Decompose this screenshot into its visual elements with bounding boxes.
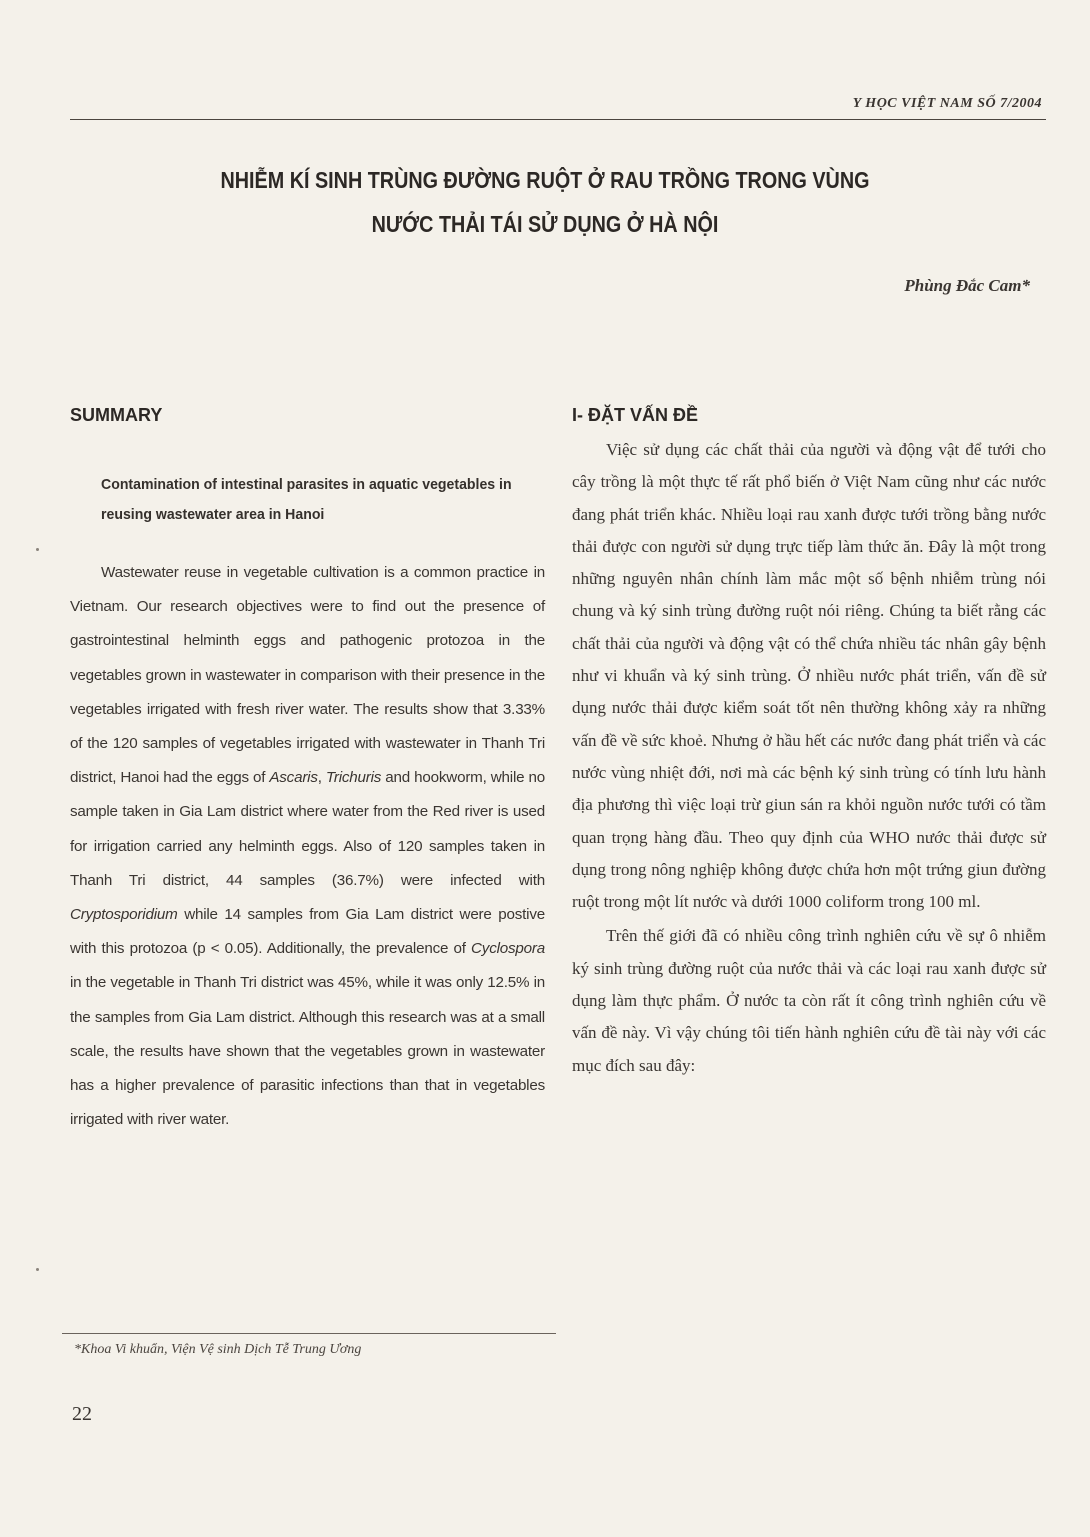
- summary-text-part-2: and hookworm, while no sample taken in Gia Lam district where water from the Red river is used for irrigation carried any helminth eggs. Also of 120 samples taken in Thanh Tri district, 44 samples (36.7%) were infected with: [70, 769, 545, 889]
- scan-speck: [36, 1268, 39, 1271]
- introduction-paragraph-2: Trên thế giới đã có nhiều công trình nghiên cứu về sự ô nhiễm ký sinh trùng đường ruột của nước thải và các loại rau xanh được sử dụng làm thực phẩm. Ở nước ta còn rất ít công trình nghiên cứu về vấn đề này. Vì vậy chúng tôi tiến hành nghiên cứu đề tài này với các mục đích sau đây:: [572, 926, 1046, 1075]
- author-affiliation-footnote: *Khoa Vi khuẩn, Viện Vệ sinh Dịch Tễ Trung Ương: [74, 1342, 362, 1357]
- introduction-column: [572, 405, 1046, 1082]
- summary-separator: ,: [317, 769, 326, 787]
- footnote-rule: [62, 1333, 556, 1334]
- introduction-paragraph-1: Việc sử dụng các chất thải của người và động vật để tưới cho cây trồng là một thực tế rất phổ biến ở Việt Nam cũng như các nước đang phát triển khác. Nhiều loại rau xanh được tưới trồng bằng nước thải được con người sử dụng trực tiếp làm thức ăn. Đây là một trong những nguyên nhân chính làm mắc một số bệnh nhiễm trùng nói chung và ký sinh trùng đường ruột nói riêng. Chúng ta biết rằng các chất thải của người và động vật có thể chứa nhiều tác nhân gây bệnh như vi khuẩn và ký sinh trùng. Ở nhiều nước phát triển, vấn đề sử dụng nước thải được kiểm soát tốt nên thường không xảy ra những vấn đề về sức khoẻ. Nhưng ở hầu hết các nước đang phát triển và các nước vùng nhiệt đới, nơi mà các bệnh ký sinh trùng có tính lưu hành địa phương thì việc loại trừ giun sán ra khỏi nguồn nước tưới có tầm quan trọng hàng đầu. Theo quy định của WHO nước thải được sử dụng trong nông nghiệp không được chứa hơn một trứng giun đường ruột trong một lít nước và dưới 1000 coliform trong 100 ml.: [572, 440, 1046, 912]
- page-number: 22: [72, 1403, 92, 1425]
- article-title-line-1: NHIỄM KÍ SINH TRÙNG ĐƯỜNG RUỘT Ở RAU TRỒNG TRONG VÙNG: [220, 167, 870, 193]
- article-title-line-2: NƯỚC THẢI TÁI SỬ DỤNG Ở HÀ NỘI: [371, 211, 719, 237]
- english-title: Contamination of intestinal parasites in aquatic vegetables in reusing wastewater area in Hanoi: [101, 476, 512, 523]
- summary-heading: SUMMARY: [70, 405, 163, 425]
- species-ascaris: Ascaris: [269, 769, 318, 787]
- summary-text-part-4: in the vegetable in Thanh Tri district was 45%, while it was only 12.5% in the samples from Gia Lam district. Although this research was at a small scale, the results have shown that the vegetables grown in wastewater has a higher prevalence of parasitic infections than that in vegetables irrigated with river water.: [70, 974, 545, 1129]
- article-title: [128, 158, 962, 246]
- scan-speck: [36, 548, 39, 551]
- species-trichuris: Trichuris: [325, 769, 382, 787]
- species-cryptosporidium: Cryptosporidium: [70, 906, 178, 924]
- summary-column: [70, 405, 545, 1137]
- header-rule: [70, 119, 1046, 120]
- summary-text-part-1: Wastewater reuse in vegetable cultivation is a common practice in Vietnam. Our research objectives were to find out the presence of gastrointestinal helminth eggs and pathogenic protozoa in the vegetables grown in wastewater in comparison with their presence in the vegetables irrigated with fresh river water. The results show that 3.33% of the 120 samples of vegetables irrigated with wastewater in Thanh Tri district, Hanoi had the eggs of: [70, 564, 545, 787]
- summary-text-part-3: while 14 samples from Gia Lam district were postive with this protozoa (p < 0.05). Additionally, the prevalence of: [70, 906, 545, 958]
- running-header: Y HỌC VIỆT NAM SỐ 7/2004: [852, 96, 1042, 111]
- introduction-heading: I- ĐẶT VẤN ĐỀ: [572, 405, 698, 425]
- summary-paragraph: [70, 556, 545, 1137]
- species-cyclospora: Cyclospora: [471, 940, 545, 958]
- author-name: Phùng Đắc Cam*: [904, 276, 1030, 295]
